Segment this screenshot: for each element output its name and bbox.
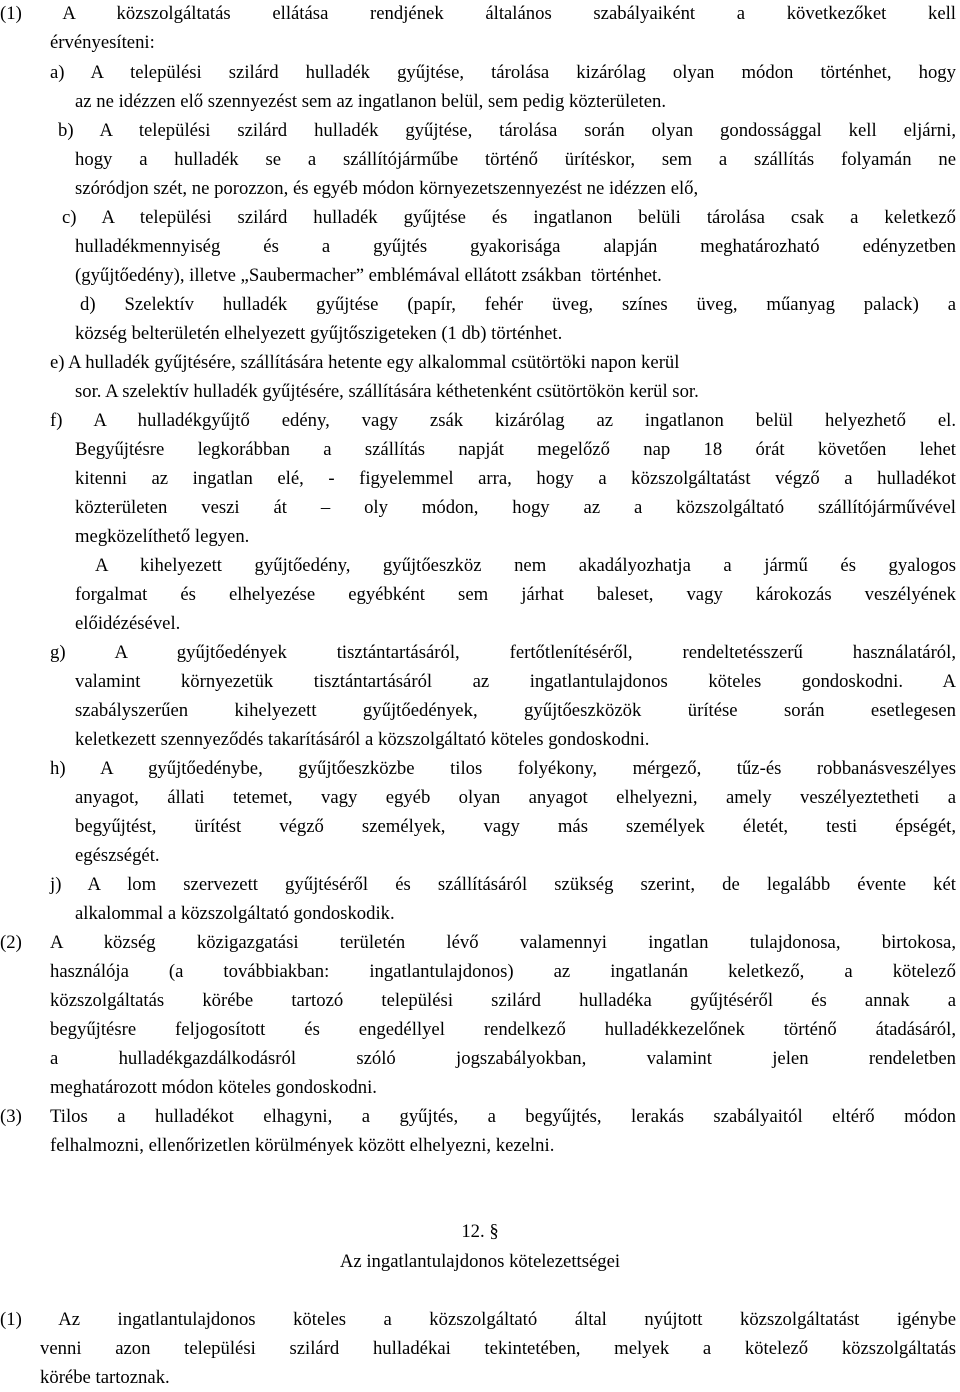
item-j-line2: alkalommal a közszolgáltató gondoskodik.: [75, 903, 395, 924]
section3-line1: Tilos a hulladékot elhagyni, a gyűjtés, a begyűjtés, lerakás szabályaitól eltérő módon: [50, 1106, 956, 1127]
section2-line4: begyűjtésre feljogosított és engedéllyel rendelkező hulladékkezelőnek történő átadásáról,: [50, 1019, 956, 1040]
section2-line6: meghatározott módon köteles gondoskodni.: [50, 1077, 377, 1098]
p12-1-line2: venni azon települési szilárd hulladékai tekintetében, melyek a kötelező közszolgáltatás: [40, 1338, 956, 1359]
item-f-line5: megközelíthető legyen.: [75, 526, 250, 547]
item-j-line1: j) A lom szervezett gyűjtéséről és szállításáról szükség szerint, de legalább évente két: [50, 874, 956, 895]
item-e-line2: sor. A szelektív hulladék gyűjtésére, szállítására kéthetenként csütörtökön kerül sor.: [75, 381, 699, 402]
item-e-line1: e) A hulladék gyűjtésére, szállítására hetente egy alkalommal csütörtöki napon kerül: [50, 352, 680, 373]
section2-line3: közszolgáltatás körébe tartozó települési szilárd hulladéka gyűjtéséről és annak a: [50, 990, 956, 1011]
section1-intro-line2: érvényesíteni:: [50, 32, 155, 53]
item-a-line2: az ne idézzen elő szennyezést sem az ingatlanon belül, sem pedig közterületen.: [75, 91, 667, 112]
item-d-line2: község belterületén elhelyezett gyűjtőszigeteken (1 db) történhet.: [75, 323, 563, 344]
item-g-line2: valamint környezetük tisztántartásáról az ingatlantulajdonos köteles gondoskodni. A: [75, 671, 956, 692]
item-d-line1: d) Szelektív hulladék gyűjtése (papír, fehér üveg, színes üveg, műanyag palack) a: [80, 294, 956, 315]
section1-intro-line1: (1) A közszolgáltatás ellátása rendjének általános szabályaiként a következőket kell: [0, 3, 956, 24]
item-g-line1: g) A gyűjtőedények tisztántartásáról, fertőtlenítéséről, rendeltetésszerű használatáról,: [50, 642, 956, 663]
section-heading: [0, 1217, 960, 1246]
item-f-line6: A kihelyezett gyűjtőedény, gyűjtőeszköz nem akadályozhatja a jármű és gyalogos: [95, 555, 956, 576]
section-title: Az ingatlantulajdonos kötelezettségei: [339, 1251, 621, 1272]
item-h-line3: begyűjtést, ürítést végző személyek, vagy más személyek életét, testi épségét,: [75, 816, 956, 837]
p12-1-line1: (1) Az ingatlantulajdonos köteles a közszolgáltató által nyújtott közszolgáltatást igénybe: [0, 1309, 956, 1330]
item-h-line2: anyagot, állati tetemet, vagy egyéb olyan anyagot elhelyezni, amely veszélyeztetheti a: [75, 787, 956, 808]
item-f-line8: előidézésével.: [75, 613, 181, 634]
item-b-line2: hogy a hulladék se a szállítójárműbe történő ürítéskor, sem a szállítás folyamán ne: [75, 149, 956, 170]
section2-line1: A község közigazgatási területén lévő valamennyi ingatlan tulajdonosa, birtokosa,: [50, 932, 956, 953]
item-h-line4: egészségét.: [75, 845, 160, 866]
section2-line2: használója (a továbbiakban: ingatlantulajdonos) az ingatlanán keletkező, a kötelező: [50, 961, 956, 982]
item-c-line1: c) A települési szilárd hulladék gyűjtése és ingatlanon belüli tárolása csak a keletkező: [62, 207, 956, 228]
item-h-line1: h) A gyűjtőedénybe, gyűjtőeszközbe tilos folyékony, mérgező, tűz-és robbanásveszélyes: [50, 758, 956, 779]
item-f-line7: forgalmat és elhelyezése egyébként sem járhat baleset, vagy károkozás veszélyének: [75, 584, 956, 605]
section3-number: (3): [0, 1106, 22, 1127]
section-number: 12.: [461, 1221, 485, 1242]
item-f-line2: Begyűjtésre legkorábban a szállítás napját megelőző nap 18 órát követően lehet: [75, 439, 956, 460]
item-f-line4: közterületen veszi át – oly módon, hogy az a közszolgáltató szállítójárművével: [75, 497, 956, 518]
p12-1-line3: körébe tartoznak.: [40, 1367, 170, 1388]
item-b-line3: szóródjon szét, ne porozzon, és egyéb módon környezetszennyezést ne idézzen elő,: [75, 178, 699, 199]
item-f-line3: kitenni az ingatlan elé, - figyelemmel arra, hogy a közszolgáltatást végző a hulladékot: [75, 468, 956, 489]
item-a-line1: a) A települési szilárd hulladék gyűjtése, tárolása kizárólag olyan módon történhet, hogy: [50, 62, 956, 83]
section2-number: (2): [0, 932, 22, 953]
item-g-line4: keletkezett szennyeződés takarításáról a közszolgáltató köteles gondoskodni.: [75, 729, 650, 750]
item-g-line3: szabályszerűen kihelyezett gyűjtőedények, gyűjtőeszközök ürítése során esetlegesen: [75, 700, 956, 721]
item-f-line1: f) A hulladékgyűjtő edény, vagy zsák kizárólag az ingatlanon belül helyezhető el.: [50, 410, 956, 431]
section2-line5: a hulladékgazdálkodásról szóló jogszabályokban, valamint jelen rendeletben: [50, 1048, 956, 1069]
item-c-line2: hulladékmennyiség és a gyűjtés gyakorisága alapján meghatározható edényzetben: [75, 236, 956, 257]
item-c-line3: (gyűjtőedény), illetve „Saubermacher” emblémával ellátott zsákban történhet.: [75, 265, 662, 286]
section-symbol: §: [489, 1221, 499, 1242]
section3-line2: felhalmozni, ellenőrizetlen körülmények között elhelyezni, kezelni.: [50, 1135, 555, 1156]
item-b-line1: b) A települési szilárd hulladék gyűjtése, tárolása során olyan gondossággal kell eljárni,: [58, 120, 956, 141]
